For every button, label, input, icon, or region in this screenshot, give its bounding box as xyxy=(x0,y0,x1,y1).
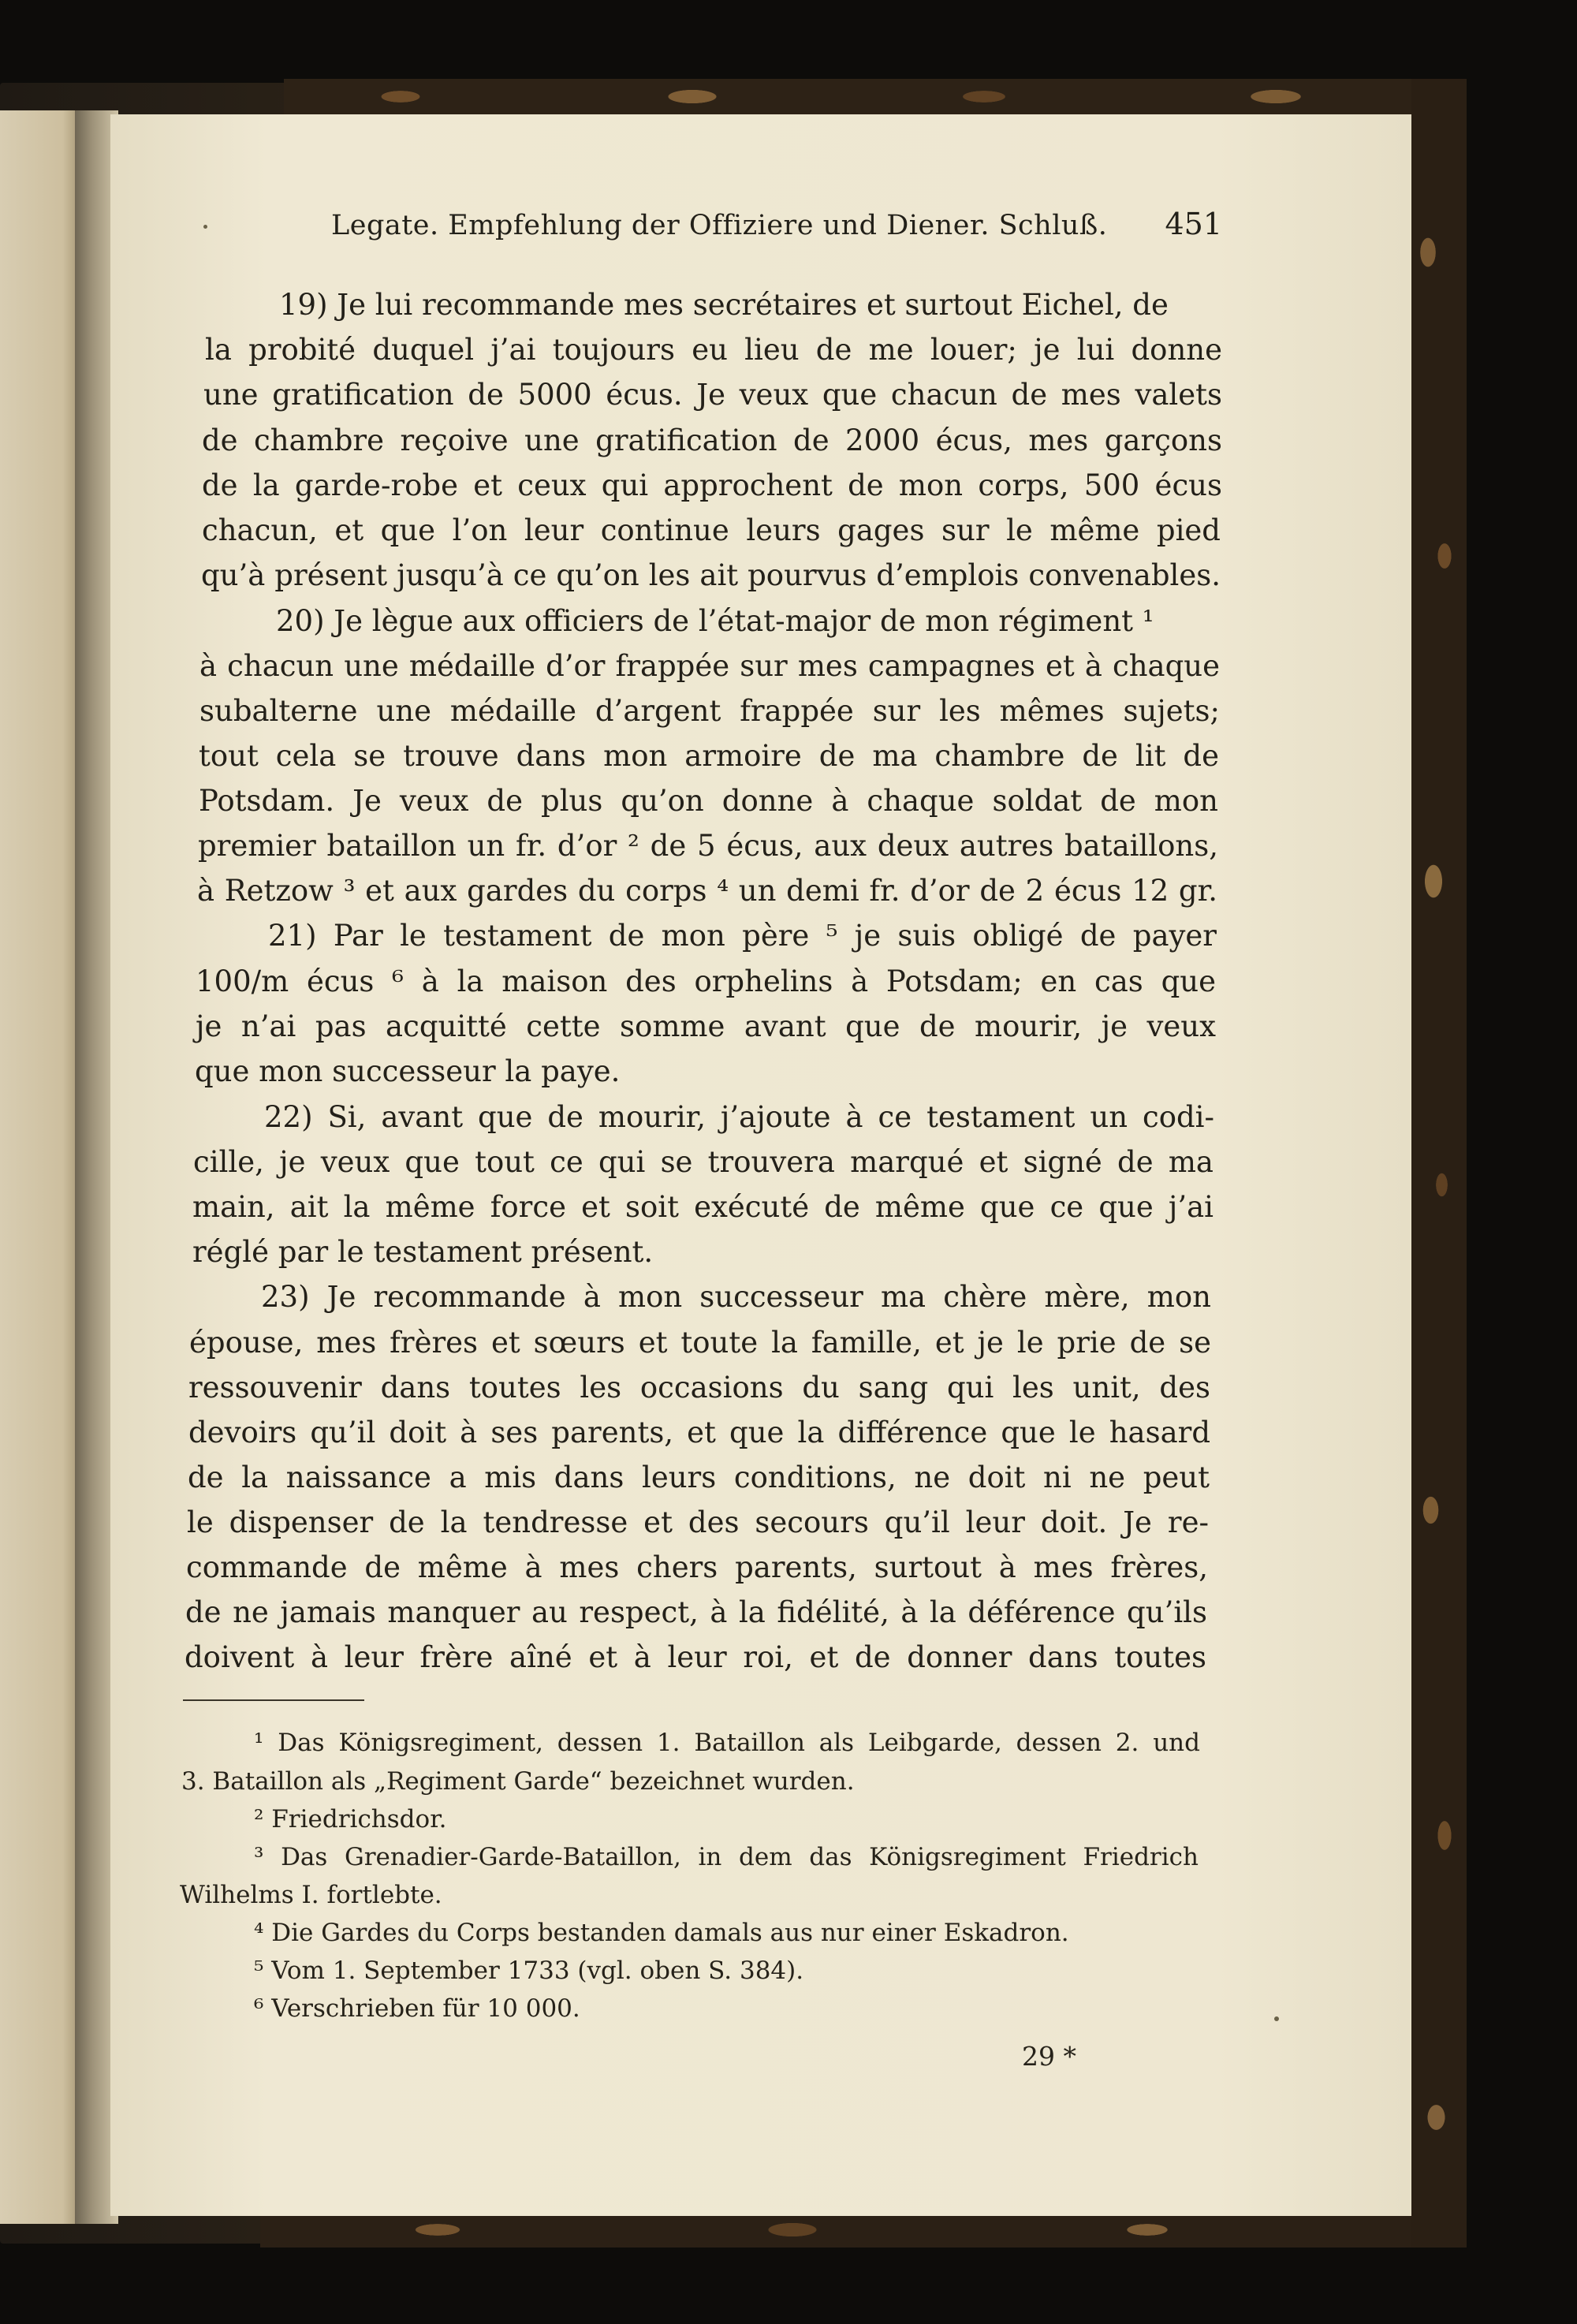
body-line: de chambre reçoive une gratification de 2000 écus, mes garçons xyxy=(202,423,1222,457)
footnote-line: 3. Bataillon als „Regiment Garde“ bezeichnet wurden. xyxy=(181,1767,855,1796)
footnote-line: ⁶ Verschrieben für 10 000. xyxy=(254,1994,580,2023)
body-line: 19) Je lui recommande mes secrétaires et surtout Eichel, de xyxy=(279,288,1169,322)
footnote-line: Wilhelms I. fortlebte. xyxy=(180,1881,442,1909)
body-line: tout cela se trouve dans mon armoire de ma chambre de lit de xyxy=(199,739,1219,773)
body-line: réglé par le testament présent. xyxy=(192,1235,654,1269)
body-line: chacun, et que l’on leur continue leurs gages sur le même pied xyxy=(202,513,1221,547)
body-line: le dispenser de la tendresse et des secours qu’il leur doit. Je re- xyxy=(187,1505,1209,1539)
body-line: de la garde-robe et ceux qui approchent de mon corps, 500 écus xyxy=(202,468,1222,502)
body-line: doivent à leur frère aîné et à leur roi, et de donner dans toutes xyxy=(185,1640,1206,1674)
page-number: 451 xyxy=(1165,207,1222,241)
body-line: ressouvenir dans toutes les occasions du sang qui les unit, des xyxy=(188,1371,1210,1404)
body-line: qu’à présent jusqu’à ce qu’on les ait pourvus d’emplois convenables. xyxy=(201,558,1221,592)
paper-speck xyxy=(1274,2016,1279,2021)
body-line: 20) Je lègue aux officiers de l’état-major de mon régiment ¹ xyxy=(276,604,1154,638)
body-line: commande de même à mes chers parents, surtout à mes frères, xyxy=(186,1550,1208,1584)
footnote-line: ¹ Das Königsregiment, dessen 1. Bataillon als Leibgarde, dessen 2. und xyxy=(254,1729,1200,1757)
signature-mark: 29 * xyxy=(1022,2041,1076,2072)
body-line: la probité duquel j’ai toujours eu lieu de me louer; je lui donne xyxy=(205,333,1222,367)
binding-bottom-edge xyxy=(260,2212,1443,2248)
footnote-line: ⁵ Vom 1. September 1733 (vgl. oben S. 384). xyxy=(254,1957,804,1985)
body-line: cille, je veux que tout ce qui se trouvera marqué et signé de ma xyxy=(193,1145,1214,1179)
page-header xyxy=(331,207,1222,246)
body-line: Potsdam. Je veux de plus qu’on donne à chaque soldat de mon xyxy=(199,784,1218,818)
footnote-rule xyxy=(183,1699,364,1701)
body-line: 23) Je recommande à mon successeur ma chère mère, mon xyxy=(261,1280,1211,1314)
body-line: main, ait la même force et soit exécuté de même que ce que j’ai xyxy=(192,1190,1214,1224)
body-line: je n’ai pas acquitté cette somme avant que de mourir, je veux xyxy=(196,1009,1216,1043)
body-line: à chacun une médaille d’or frappée sur mes campagnes et à chaque xyxy=(199,649,1220,683)
body-line: une gratification de 5000 écus. Je veux que chacun de mes valets xyxy=(203,378,1222,412)
binding-top-edge xyxy=(284,79,1451,114)
binding-marbled-edge xyxy=(1411,79,1467,2248)
body-line: à Retzow ³ et aux gardes du corps ⁴ un demi fr. d’or de 2 écus 12 gr. xyxy=(197,874,1217,908)
body-line: épouse, mes frères et sœurs et toute la famille, et je le prie de se xyxy=(189,1326,1211,1360)
body-line: de la naissance a mis dans leurs conditions, ne doit ni ne peut xyxy=(188,1460,1210,1494)
body-line: 22) Si, avant que de mourir, j’ajoute à ce testament un codi- xyxy=(264,1100,1214,1134)
footnote-line: ⁴ Die Gardes du Corps bestanden damals aus nur einer Eskadron. xyxy=(254,1919,1069,1947)
left-page-edge xyxy=(0,110,79,2224)
body-line: de ne jamais manquer au respect, à la fidélité, à la déférence qu’ils xyxy=(185,1595,1207,1629)
body-line: subalterne une médaille d’argent frappée sur les mêmes sujets; xyxy=(199,694,1220,728)
paper-speck xyxy=(203,225,207,229)
footnote-line: ³ Das Grenadier-Garde-Bataillon, in dem das Königsregiment Friedrich xyxy=(254,1843,1199,1871)
body-line: premier bataillon un fr. d’or ² de 5 écus, aux deux autres bataillons, xyxy=(198,829,1218,863)
body-line: que mon successeur la paye. xyxy=(195,1054,621,1088)
running-head: Legate. Empfehlung der Offiziere und Diener. Schluß. xyxy=(331,210,1108,241)
body-line: devoirs qu’il doit à ses parents, et que la différence que le hasard xyxy=(188,1416,1210,1449)
body-line: 21) Par le testament de mon père ⁵ je suis obligé de payer xyxy=(268,919,1217,953)
footnote-line: ² Friedrichsdor. xyxy=(254,1805,447,1833)
body-line: 100/m écus ⁶ à la maison des orphelins à Potsdam; en cas que xyxy=(196,964,1216,998)
